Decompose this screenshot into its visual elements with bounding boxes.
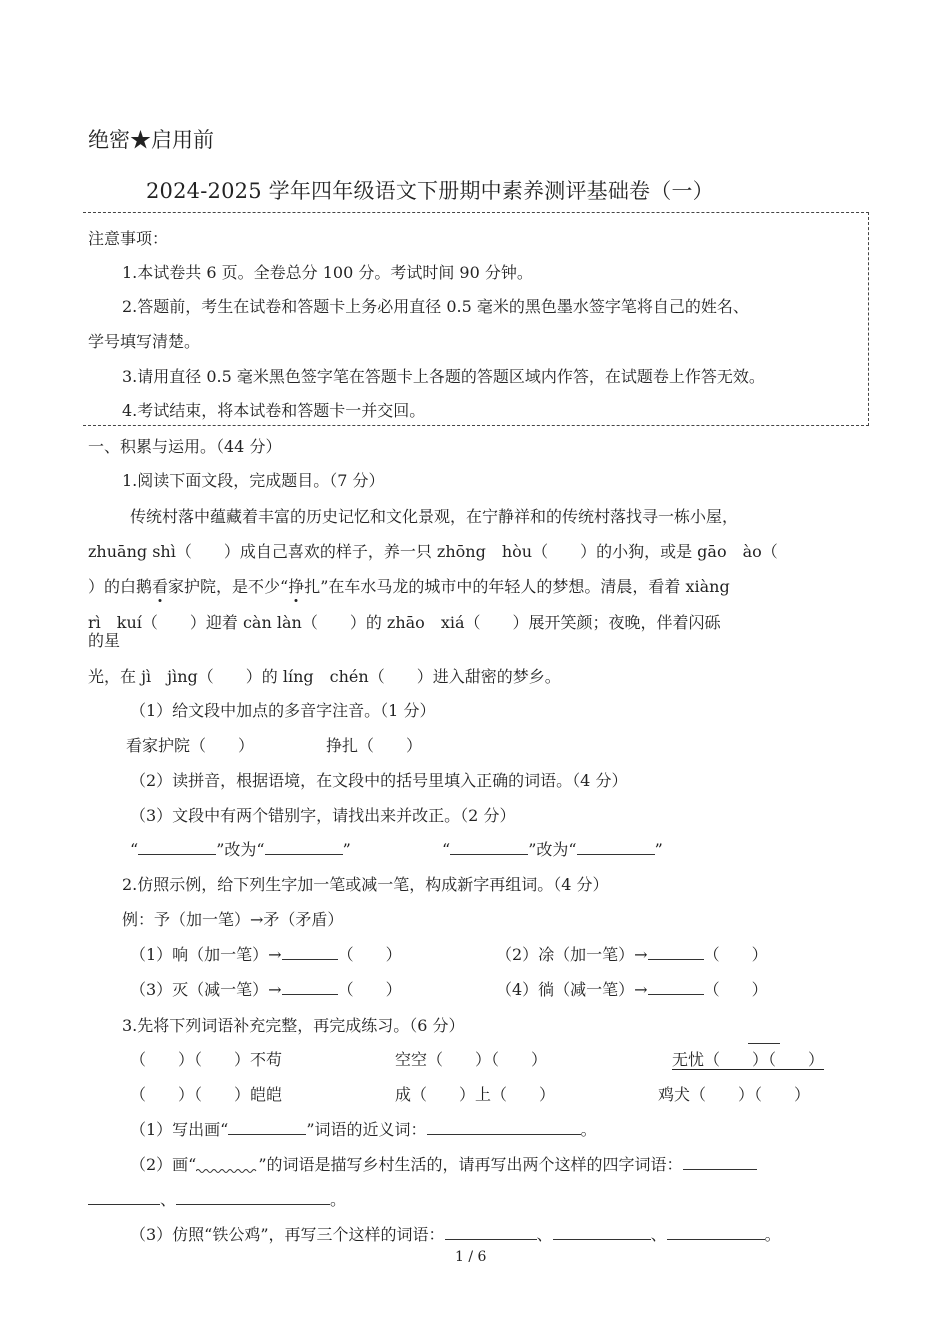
q2-item-4: （4）徜（减一笔）→ （ ）: [496, 980, 768, 999]
answer-blank[interactable]: [138, 838, 216, 855]
q2-item-2: （2）凃（加一笔）→ （ ）: [496, 945, 768, 964]
passage-line-4: rì kuí（ ）迎着 càn làn（ ）的 zhāo xiá（ ）展开笑颜；夜晚，伴着闪砾: [88, 613, 721, 632]
q3-sub-2: （2）画“ ”的词语是描写乡村生活的，请再写出两个这样的四字词语：: [130, 1152, 757, 1175]
q2-item-3: （3）灭（减一笔）→ （ ）: [130, 980, 402, 999]
q1-sub-2: （2）读拼音，根据语境，在文段中的括号里填入正确的词语。（4 分）: [130, 771, 628, 790]
q1-sub-1-item-a: 看家护院（ ）: [126, 736, 255, 755]
q3-sub-2-cont: 、 。: [88, 1187, 346, 1210]
overline-mark: [748, 1043, 780, 1044]
page-title: 2024-2025 学年四年级语文下册期中素养测评基础卷（一）: [146, 179, 714, 203]
question-3-heading: 3.先将下列词语补充完整，再完成练习。（6 分）: [122, 1016, 465, 1035]
notice-item-4: 4.考试结束，将本试卷和答题卡一并交回。: [122, 401, 426, 420]
q1-sub-1-item-b: 挣扎（ ）: [326, 736, 423, 755]
q1-sub-1: （1）给文段中加点的多音字注音。（1 分）: [130, 701, 436, 720]
answer-blank[interactable]: [683, 1153, 757, 1170]
answer-blank[interactable]: [450, 838, 528, 855]
confidential-label: 绝密★启用前: [88, 128, 214, 152]
notice-box: [83, 212, 869, 426]
q3-word-1: （ ）（ ）不苟: [130, 1050, 283, 1069]
q1-sub-3-right: “ ”改为“ ”: [442, 840, 663, 859]
wavy-mark: [612, 1074, 770, 1080]
q2-item-1: （1）响（加一笔）→ （ ）: [130, 945, 402, 964]
page-number: 1 / 6: [455, 1249, 487, 1265]
answer-blank[interactable]: [176, 1188, 330, 1205]
answer-blank[interactable]: [445, 1223, 537, 1240]
q3-word-2: 空空（ ）（ ）: [395, 1050, 548, 1069]
q1-sub-3-left: “ ”改为“ ”: [130, 840, 351, 859]
passage-line-4-wrap: 的星: [88, 631, 121, 650]
question-1-heading: 1.阅读下面文段，完成题目。（7 分）: [122, 471, 385, 490]
dotted-char-zheng: 挣: [288, 577, 305, 596]
passage-line-5: 光，在 jì jìng（ ）的 líng chén（ ）进入甜密的梦乡。: [88, 667, 561, 686]
section-heading: 一、积累与运用。（44 分）: [88, 437, 282, 456]
q3-word-3: 无忧（ ）（ ）: [672, 1050, 825, 1069]
dotted-char-kan: 看: [152, 577, 169, 596]
answer-blank[interactable]: [577, 838, 655, 855]
q2-example: 例：予（加一笔）→矛（矛盾）: [122, 910, 344, 929]
notice-item-2-cont: 学号填写清楚。: [88, 332, 201, 351]
notice-item-3: 3.请用直径 0.5 毫米黑色签字笔在答题卡上各题的答题区域内作答，在试题卷上作答无效。: [122, 367, 765, 386]
q3-word-4: （ ）（ ）皑皑: [130, 1085, 283, 1104]
q3-word-6: 鸡犬（ ）（ ）: [658, 1085, 811, 1104]
question-2-heading: 2.仿照示例，给下列生字加一笔或减一笔，构成新字再组词。（4 分）: [122, 875, 609, 894]
q3-sub-3: （3）仿照“铁公鸡”，再写三个这样的词语： 、 、 。: [130, 1225, 781, 1244]
answer-blank[interactable]: [648, 943, 704, 960]
answer-blank[interactable]: [282, 943, 338, 960]
answer-blank[interactable]: [648, 978, 704, 995]
answer-blank[interactable]: [667, 1223, 765, 1240]
notice-heading: 注意事项：: [88, 229, 169, 248]
passage-line-2: zhuāng shì（ ）成自己喜欢的样子，养一只 zhōng hòu（ ）的小狗，或是 gāo ào（: [88, 542, 778, 561]
answer-blank[interactable]: [282, 978, 338, 995]
passage-line-1: 传统村落中蕴藏着丰富的历史记忆和文化景观，在宁静祥和的传统村落找寻一栋小屋，: [130, 507, 739, 526]
answer-blank[interactable]: [427, 1118, 581, 1135]
notice-item-1: 1.本试卷共 6 页。全卷总分 100 分。考试时间 90 分钟。: [122, 263, 533, 282]
q3-sub-1: （1）写出画“ ”词语的近义词： 。: [130, 1120, 597, 1139]
answer-blank[interactable]: [88, 1188, 160, 1205]
passage-line-3: ）的白鹅看家护院，是不少“挣扎”在车水马龙的城市中的年轻人的梦想。清晨，看着 xiàng: [88, 577, 730, 596]
q3-word-5: 成（ ）上（ ）: [395, 1085, 556, 1104]
answer-blank[interactable]: [265, 838, 343, 855]
q1-sub-3: （3）文段中有两个错别字，请找出来并改正。（2 分）: [130, 806, 516, 825]
notice-item-2: 2.答题前，考生在试卷和答题卡上务必用直径 0.5 毫米的黑色墨水签字笔将自己的姓名、: [122, 297, 749, 316]
answer-blank[interactable]: [553, 1223, 651, 1240]
answer-blank[interactable]: [228, 1118, 306, 1135]
